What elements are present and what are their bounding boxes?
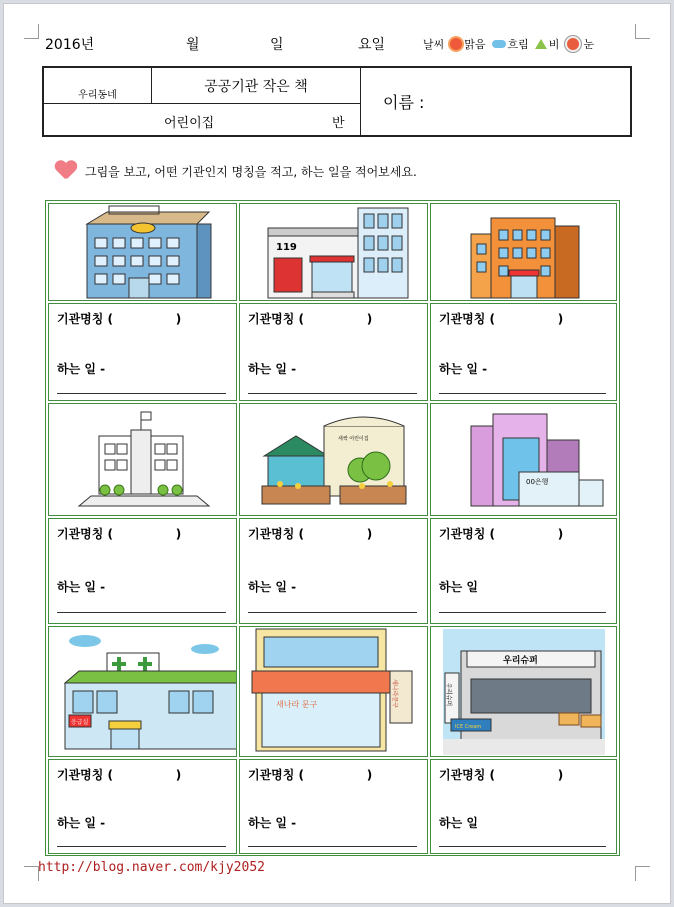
answer-cell-4[interactable] [48,518,237,624]
picture-supermarket [430,626,617,757]
class-row [44,103,361,136]
cloud-icon [492,40,506,48]
snowman-icon [565,36,581,52]
answer-cell-1[interactable] [48,303,237,401]
answer-line[interactable] [248,393,417,394]
class-label: 반 [332,116,345,131]
institution-name-prompt: 기관명칭 ( ) [248,768,373,782]
institution-name-prompt: 기관명칭 ( ) [57,312,182,326]
answer-line[interactable] [439,393,606,394]
weather-rain: 비 [535,36,560,52]
picture-stationery-store [239,626,428,757]
icecream-sign: ICE Cream [455,724,482,730]
institution-name-prompt: 기관명칭 ( ) [248,312,373,326]
picture-police-station [48,203,237,301]
answer-cell-9[interactable] [430,759,617,854]
institution-name-prompt: 기관명칭 ( ) [57,768,182,782]
worksheet-grid [45,200,620,856]
answer-cell-2[interactable] [239,303,428,401]
answer-cell-5[interactable] [239,518,428,624]
institution-name-prompt: 기관명칭 ( ) [248,527,373,541]
neighborhood-label: 우리동네 [44,68,152,103]
answer-cell-3[interactable] [430,303,617,401]
weather-label: 날씨 [423,38,445,51]
bank-sign: 00은행 [526,478,549,486]
hospital-sign: 응급실 [71,719,89,726]
work-prompt: 하는 일 - [248,362,297,376]
answer-line[interactable] [439,612,606,613]
answer-cell-8[interactable] [239,759,428,854]
picture-hospital [48,626,237,757]
sun-icon [450,38,462,50]
institution-name-prompt: 기관명칭 ( ) [57,527,182,541]
fire-sign: 119 [276,242,297,253]
picture-bank [430,403,617,516]
answer-line[interactable] [57,393,226,394]
work-prompt: 하는 일 [439,816,478,830]
month-label: 월 [186,37,200,53]
kindergarten-label: 어린이집 [164,116,215,131]
work-prompt: 하는 일 [439,580,478,594]
picture-fire-station [239,203,428,301]
answer-cell-7[interactable] [48,759,237,854]
day-label: 일 [270,37,284,53]
work-prompt: 하는 일 - [248,816,297,830]
answer-line[interactable] [57,846,226,847]
supermarket-sign: 우리슈퍼 [503,656,538,666]
work-prompt: 하는 일 - [57,580,106,594]
crop-mark [24,866,39,881]
work-prompt: 하는 일 - [57,362,106,376]
instruction [55,161,417,181]
supermarket-vertical-sign: 우리슈퍼 [445,683,452,707]
weekday-label: 요일 [358,37,386,53]
work-prompt: 하는 일 - [248,580,297,594]
instruction-text: 그림을 보고, 어떤 기관인지 명칭을 적고, 하는 일을 적어보세요. [85,164,417,179]
crop-mark [635,866,650,881]
header-table [42,66,632,137]
picture-school [48,403,237,516]
weather-legend [423,36,594,52]
work-prompt: 하는 일 - [57,816,106,830]
picture-kindergarten [239,403,428,516]
book-title: 공공기관 작은 책 [152,68,361,103]
stationery-sign: 새나라 문구 [276,700,318,709]
answer-line[interactable] [248,846,417,847]
footer-url[interactable]: http://blog.naver.com/kjy2052 [38,860,265,875]
answer-line[interactable] [57,612,226,613]
answer-cell-6[interactable] [430,518,617,624]
weather-cloud: 흐림 [492,36,529,52]
institution-name-prompt: 기관명칭 ( ) [439,312,564,326]
work-prompt: 하는 일 - [439,362,488,376]
answer-line[interactable] [248,612,417,613]
weather-sun: 맑음 [450,36,485,52]
picture-post-office [430,203,617,301]
stationery-vertical-sign: 새나라문구 [391,679,398,708]
year-label: 2016년 [45,37,95,53]
heart-icon [55,161,77,181]
institution-name-prompt: 기관명칭 ( ) [439,768,564,782]
crop-mark [24,24,39,39]
answer-line[interactable] [439,846,606,847]
umbrella-icon [535,39,547,49]
weather-snow: 눈 [565,36,594,52]
name-field[interactable]: 이름 : [383,93,425,112]
institution-name-prompt: 기관명칭 ( ) [439,527,564,541]
kinder-sign: 새싹 어린이집 [338,436,369,442]
